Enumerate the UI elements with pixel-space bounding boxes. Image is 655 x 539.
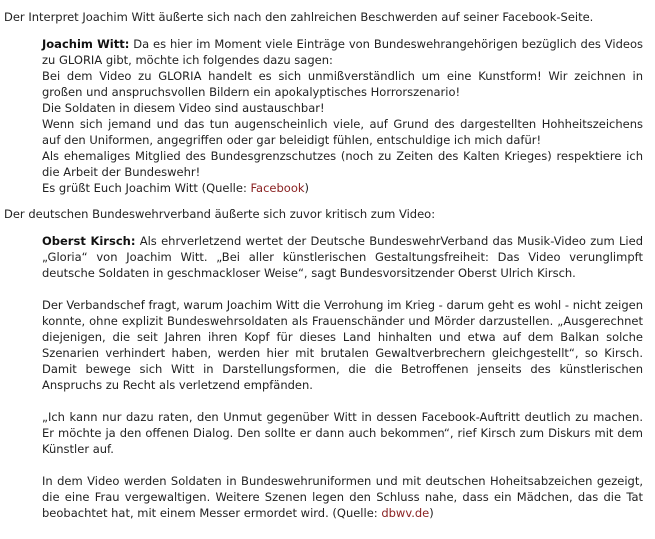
intro-paragraph-witt: Der Interpret Joachim Witt äußerte sich nach den zahlreichen Beschwerden auf seiner Facebook-Seite.	[4, 10, 594, 24]
quote-witt-line-2: Bei dem Video zu GLORIA handelt es sich unmißverständlich um eine Kunstform! Wir zeichnen in großen und anspruchsvollen Bildern ein apokalyptisches Horrorszenario!	[42, 69, 643, 99]
speaker-label-witt: Joachim Witt:	[42, 37, 130, 51]
quote-kirsch-para-1-text: Als ehrverletzend wertet der Deutsche BundeswehrVerband das Musik-Video zum Lied „Gloria“ von Joachim Witt. „Bei aller künstlerischen Gestaltungsfreiheit: Das Video verunglimpft deutsche Soldaten in geschmackloser Weise“, sagt Bundesvorsitzender Oberst Ulrich Kirsch.	[42, 234, 643, 280]
quote-block-kirsch	[4, 233, 649, 521]
para-4-paren: )	[429, 506, 434, 520]
quote-witt-line-1: Da es hier im Moment viele Einträge von Bundeswehrangehörigen bezüglich des Videos zu GLORIA gibt, möchte ich folgendes dazu sagen:	[42, 37, 644, 67]
closing-text: Es grüßt Euch Joachim Witt (Quelle:	[42, 181, 251, 195]
quote-witt-closing	[42, 180, 643, 196]
quote-kirsch-para-3: „Ich kann nur dazu raten, den Unmut gegenüber Witt in dessen Facebook-Auftritt deutlich zu machen. Er möchte ja den offenen Dialog. Den sollte er dann auch bekommen“, rief Kirsch zum Diskurs mit dem Künstler auf.	[42, 410, 643, 456]
quote-kirsch-para-1	[42, 233, 643, 281]
source-link-dbwv[interactable]: dbwv.de	[381, 506, 430, 520]
quote-block-witt	[4, 36, 649, 196]
quote-witt-line-5: Als ehemaliges Mitglied des Bundesgrenzschutzes (noch zu Zeiten des Kalten Krieges) respektiere ich die Arbeit der Bundeswehr!	[42, 149, 643, 179]
speaker-label-kirsch: Oberst Kirsch:	[42, 234, 136, 248]
quote-kirsch-para-4	[42, 473, 643, 521]
para-4-text: In dem Video werden Soldaten in Bundeswehruniformen und mit deutschen Hoheitsabzeichen gezeigt, die eine Frau vergewaltigen. Weitere Szenen legen den Schluss nahe, dass ein Mädchen, das die Tat beobachtet hat, mit einem Messer ermordet wird. (Quelle:	[42, 474, 643, 520]
closing-paren: )	[304, 181, 310, 195]
source-link-facebook[interactable]: Facebook	[250, 181, 305, 195]
quote-witt-line-4: Wenn sich jemand und das tun augenscheinlich viele, auf Grund des dargestellten Hohheitszeichens auf den Uniformen, angegriffen oder gar beleidigt fühlen, entschuldige ich mich dafür!	[42, 117, 643, 147]
quote-kirsch-para-2: Der Verbandschef fragt, warum Joachim Witt die Verrohung im Krieg - darum geht es wohl - nicht zeigen konnte, ohne explizit Bundeswehrsoldaten als Frauenschänder und Mörder darzustellen. „Ausgerechnet diejenigen, die seit Jahren ihren Kopf für dieses Land hinhalten und etwa auf dem Balkan solche Szenarien verhindert haben, werden hier mit brutalen Gewaltverbrechern gleichgestellt“, so Kirsch. Damit bewege sich Witt in Darstellungsformen, die die Betroffenen jenseits des künstlerischen Anspruchs zu Recht als verletzend empfänden.	[42, 298, 643, 392]
quote-witt-line-3: Die Soldaten in diesem Video sind austauschbar!	[42, 101, 325, 115]
intro-paragraph-verband: Der deutschen Bundeswehrverband äußerte sich zuvor kritisch zum Video:	[4, 207, 436, 221]
quote-witt-text	[42, 36, 643, 196]
